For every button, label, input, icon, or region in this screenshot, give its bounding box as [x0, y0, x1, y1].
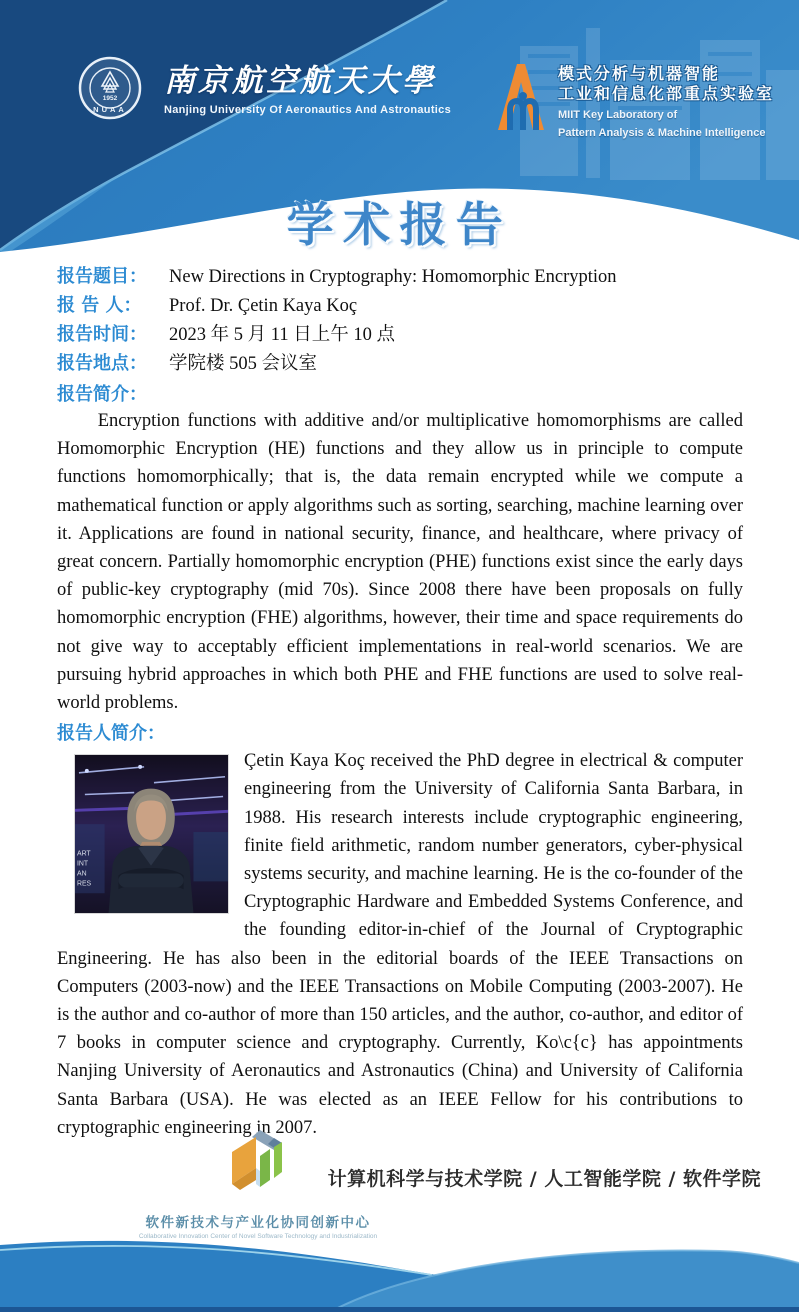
pami-cn-line1: 模式分析与机器智能: [558, 64, 721, 83]
nuaa-en-name: Nanjing University Of Aeronautics And Astronautics: [164, 104, 451, 117]
talk-info-section: [57, 262, 743, 1142]
svg-text:AN: AN: [76, 870, 87, 878]
nuaa-cn-name: 南京航空航天大學: [164, 63, 436, 99]
title-label: 报告题目：: [57, 266, 147, 287]
svg-text:RES: RES: [76, 880, 92, 888]
footer-wave-graphic: [0, 1237, 799, 1312]
location-label: 报告地点：: [57, 353, 147, 374]
departments-text: 计算机科学与技术学院 / 人工智能学院 / 软件学院: [327, 1168, 761, 1190]
cic-en-name: Collaborative Innovation Center of Novel Software Technology and Industrialization: [138, 1233, 378, 1240]
cic-cube-icon: [218, 1128, 298, 1204]
info-row-speaker: [57, 291, 743, 320]
header-banner: [0, 0, 799, 258]
speaker-name: Prof. Dr. Çetin Kaya Koç: [169, 296, 358, 316]
info-row-location: [57, 349, 743, 378]
speaker-label: 报 告 人：: [57, 295, 142, 316]
pami-en-line2: Pattern Analysis & Machine Intelligence: [558, 127, 766, 140]
abstract-text: Encryption functions with additive and/or multiplicative homomorphisms are called Homomorphic Encryption (HE) functions and they allow us in principle to compute functions homomorphically; that is, the data remain encrypted while we compute a mathematical function or apply algorithms such as sorting, searching, machine learning over it. Applications are found in national security, finance, and healthcare, where privacy of great concern. Partially homomorphic encryption (PHE) functions exist since the early days of public-key cryptography (mid 70s). Since 2008 there have been proposals on fully homomorphic encryption (FHE) algorithms, however, their time and space requirements do not give way to acceptably efficient implementations in real-world scenarios. We are pursuing hybrid approaches in which both PHE and FHE functions are used to solve real-world problems.: [57, 411, 743, 714]
cic-cn-name: 软件新技术与产业化协同创新中心: [145, 1215, 371, 1231]
speaker-bio-section: [57, 747, 743, 1142]
svg-text:ART: ART: [76, 850, 91, 858]
talk-time: 2023 年 5 月 11 日上午 10 点: [169, 325, 395, 345]
info-row-title: [57, 262, 743, 291]
pami-en-line1: MIIT Key Laboratory of: [558, 109, 678, 121]
nuaa-logo: [78, 56, 451, 120]
talk-location: 学院楼 505 会议室: [169, 354, 318, 374]
nuaa-seal-year: 1952: [102, 95, 118, 102]
speaker-bio-text: Çetin Kaya Koç received the PhD degree in electrical & computer engineering from the University of California Santa Barbara, in 1988. His research interests include cryptographic engineering, finite field arithmetic, random number generators, cyber-physical systems security, and machine learning. He is the co-founder of the Cryptographic Hardware and Embedded Systems Conference, and the founding editor-in-chief of the Journal of Cryptographic Engineering. He has also been in the editorial boards of the IEEE Transactions on Computers (2003-now) and the IEEE Transactions on Mobile Computing (2003-2007). He is the author and co-author of more than 150 articles, and the author, co-author, and editor of 7 books in computer science and cryptography. Currently, Ko\c{c} has appointments Nanjing University of Aeronautics and Astronautics (China) and University of California Santa Barbara (USA). He was elected as an IEEE Fellow for his contributions to cryptographic engineering in 2007.: [57, 751, 743, 1138]
pami-logo-text: [558, 64, 774, 141]
talk-title: New Directions in Cryptography: Homomorphic Encryption: [169, 267, 617, 287]
abstract-label: 报告简介：: [57, 383, 147, 405]
pami-cn-line2: 工业和信息化部重点实验室: [558, 84, 775, 103]
pami-a-mark-icon: [494, 60, 546, 132]
nuaa-seal-letters: NUAA: [93, 105, 127, 114]
svg-text:INT: INT: [76, 860, 89, 868]
nuaa-logo-text: [164, 64, 451, 116]
bio-label: 报告人简介：: [57, 722, 165, 744]
page-title: 学术报告: [286, 198, 513, 253]
nuaa-seal-icon: [78, 56, 142, 120]
time-label: 报告时间：: [57, 324, 147, 345]
pami-lab-logo: [494, 60, 774, 141]
speaker-photo: [74, 754, 229, 914]
info-row-time: [57, 320, 743, 349]
